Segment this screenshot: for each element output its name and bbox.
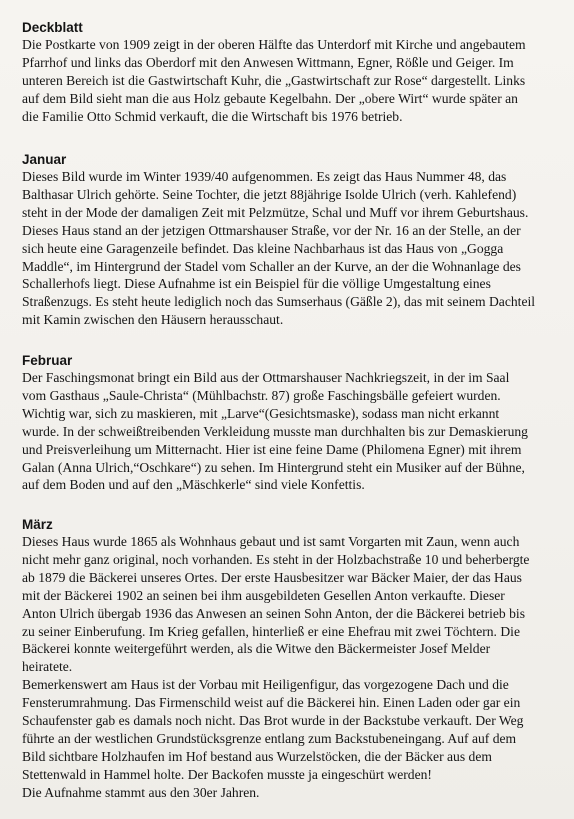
- text-line: Fensterumrahmung. Das Firmenschild weist auf die Bäckerei hin. Einen Laden oder gar ein: [22, 695, 521, 711]
- text-line: Schaufenster gab es damals noch nicht. Das Brot wurde in der Backstube verkauft. Der Weg: [22, 713, 524, 729]
- text-line: Schallerhofs liegt. Diese Aufnahme ist ein Beispiel für die völlige Umgestaltung eines: [22, 276, 491, 292]
- section-heading: Januar: [22, 152, 67, 167]
- section-heading: März: [22, 517, 53, 532]
- section-januar: [22, 152, 552, 329]
- text-line: heiratete.: [22, 659, 73, 675]
- text-line: Die Postkarte von 1909 zeigt in der oberen Hälfte das Unterdorf mit Kirche und angebautem: [22, 37, 526, 52]
- text-line: unteren Bereich ist die Gastwirtschaft Kuhr, die „Gastwirtschaft zur Rose“ dargestellt. Links: [22, 72, 526, 88]
- text-line: Bäckerei konnte weitergeführt werden, als die Witwe den Bäckermeister Josef Melder: [22, 641, 491, 657]
- text-line: Galan (Anna Ulrich,“Oschkare“) zu sehen. Im Hintergrund steht ein Musiker auf der Bühne,: [22, 459, 525, 475]
- text-line: und Preisverleihung um Mitternacht. Hier ist eine feine Dame (Philomena Egner) mit ihrem: [22, 441, 522, 457]
- text-line: führte an der westlichen Grundstücksgrenze entlang zum Backstubeneingang. Auf auf dem: [22, 730, 517, 746]
- section-februar: [22, 353, 552, 494]
- text-line: wurde. In der schweißtreibenden Verkleidung musste man durchhalten bis zur Demaskierung: [22, 423, 528, 439]
- text-line: auf dem Bild sieht man die aus Holz gebaute Kegelbahn. Der „obere Wirt“ wurde später an: [22, 90, 518, 106]
- text-line: die Familie Otto Schmid verkauft, die die Wirtschaft bis 1976 betrieb.: [22, 108, 403, 124]
- text-line: Wichtig war, sich zu maskieren, mit „Larve“(Gesichtsmaske), sodass man nicht erkannt: [22, 405, 500, 421]
- text-line: mit Kamin zwischen den Häusern herausschaut.: [22, 312, 284, 328]
- text-line: steht in der Mode der damaligen Zeit mit Pelzmütze, Schal und Muff vor ihrem Geburtshaus.: [22, 204, 529, 220]
- text-line: mit der Bäckerei 1902 an seinen bei ihm ausgebildeten Gesellen Anton verkaufte. Dieser: [22, 587, 505, 603]
- text-line: Dieses Haus wurde 1865 als Wohnhaus gebaut und ist samt Vorgarten mit Zaun, wenn auch: [22, 534, 520, 549]
- section-maerz: [22, 517, 552, 802]
- text-line: Dieses Haus stand an der jetzigen Ottmarshauser Straße, vor der Nr. 16 an der Stelle, an der: [22, 222, 521, 238]
- section-heading: Februar: [22, 353, 73, 368]
- text-line: Bemerkenswert am Haus ist der Vorbau mit Heiligenfigur, das vorgezogene Dach und die: [22, 677, 509, 693]
- text-line: Stettenwald in Hammel holte. Der Backofen musste ja eingeschürt werden!: [22, 766, 432, 782]
- text-line: Balthasar Ulrich gehörte. Seine Tochter, die jetzt 88jährige Isolde Ulrich (verh. Kahlefend): [22, 186, 517, 202]
- text-line: Pfarrhof und links das Oberdorf mit den Anwesen Wittmann, Egner, Rößle und Geiger. Im: [22, 54, 514, 70]
- text-line: ab 1879 die Bäckerei unseres Ortes. Der erste Hausbesitzer war Bäcker Maier, der das Haus: [22, 569, 522, 585]
- text-line: Die Aufnahme stammt aus den 30er Jahren.: [22, 784, 260, 800]
- text-line: Maddle“, im Hintergrund der Stadel vom Schaller an der Kurve, an der die Wohnanlage des: [22, 258, 521, 274]
- text-line: Anton Ulrich übergab 1936 das Anwesen an seinen Sohn Anton, der die Bäckerei betrieb bis: [22, 605, 525, 621]
- text-line: vom Gasthaus „Saule-Christa“ (Mühlbachstr. 87) große Faschingsbälle gefeiert wurden.: [22, 387, 501, 403]
- text-line: auf dem Boden und auf den „Mäschkerle“ sind viele Konfettis.: [22, 477, 365, 493]
- text-line: sich heute eine Garagenzeile befindet. Das kleine Nachbarhaus ist das Haus von „Gogga: [22, 240, 504, 256]
- section-deckblatt: [22, 20, 552, 126]
- text-line: zu seiner Einberufung. Im Krieg gefallen, hinterließ er eine Ehefrau mit zwei Töchtern. Die: [22, 623, 520, 639]
- text-line: Dieses Bild wurde im Winter 1939/40 aufgenommen. Es zeigt das Haus Nummer 48, das: [22, 169, 507, 184]
- text-line: nicht mehr ganz original, noch vorhanden. Es steht in der Holzbachstraße 10 und beherbergte: [22, 551, 530, 567]
- section-heading: Deckblatt: [22, 20, 83, 35]
- text-line: Der Faschingsmonat bringt ein Bild aus der Ottmarshauser Nachkriegszeit, in der im Saal: [22, 370, 510, 385]
- text-line: Straßenzugs. Es steht heute lediglich noch das Sumserhaus (Gäßle 2), das mit seinem Dachteil: [22, 294, 536, 310]
- text-line: Bild sichtbare Holzhaufen im Hof bestand aus Wurzelstöcken, die der Bäcker aus dem: [22, 748, 492, 764]
